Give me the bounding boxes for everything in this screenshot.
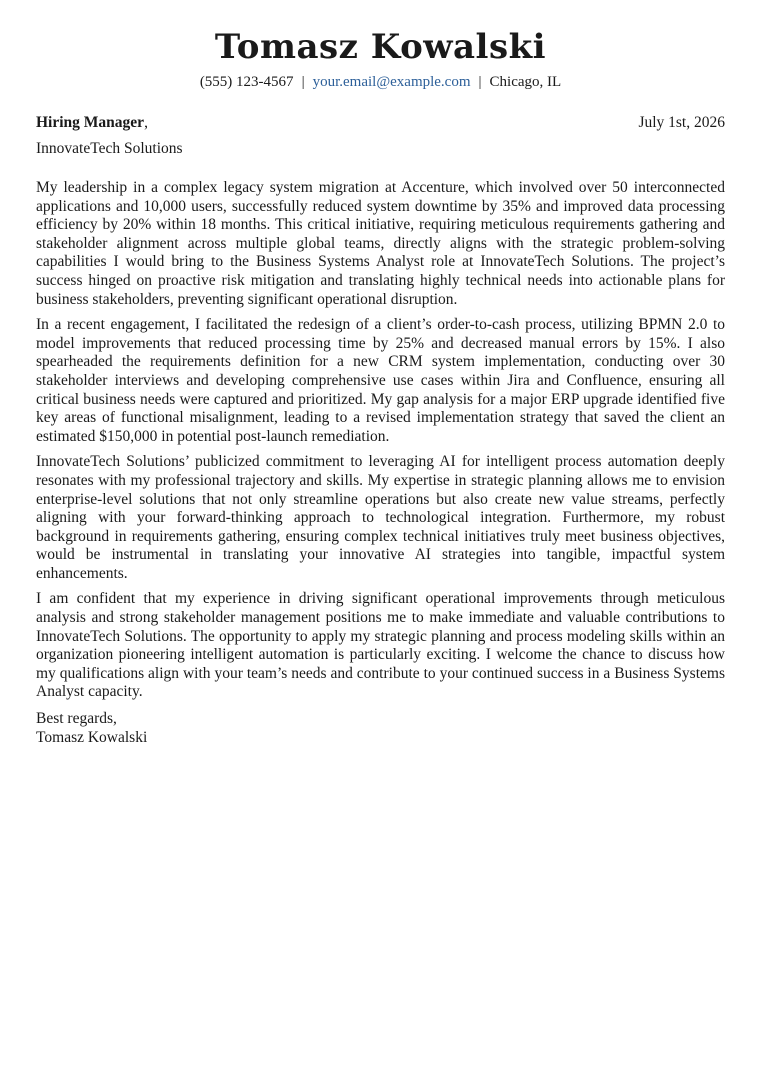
recipient-date-row (36, 113, 725, 133)
body-paragraph: My leadership in a complex legacy system migration at Accenture, which involved over 50 interconnected applications and 10,000 users, successfully reduced system downtime by 35% and improved data processing efficiency by 20% within 18 months. This critical initiative, requiring meticulous requirements gathering and stakeholder alignment across multiple global teams, directly aligns with the strategic problem-solving capabilities I would bring to the Business Systems Analyst role at InnovateTech Solutions. The project’s success hinged on proactive risk mitigation and translating highly technical needs into actionable plans for business stakeholders, preventing significant operational disruption. (36, 179, 725, 308)
recipient-line (36, 113, 148, 133)
contact-separator: | (301, 74, 305, 90)
cover-letter (36, 24, 725, 747)
contact-separator: | (478, 74, 482, 90)
recipient-punctuation: , (144, 114, 148, 131)
applicant-name: Tomasz Kowalski (214, 27, 547, 67)
letter-body (36, 179, 725, 702)
email-link[interactable]: your.email@example.com (312, 74, 471, 90)
closing-block (36, 710, 725, 747)
phone-number: (555) 123-4567 (199, 74, 294, 90)
body-paragraph: InnovateTech Solutions’ publicized commitment to leveraging AI for intelligent process automation deeply resonates with my professional trajectory and skills. My expertise in strategic planning allows me to envision enterprise-level solutions that not only streamline operations but also create new value streams, perfectly aligning with your forward-thinking approach to technological integration. Furthermore, my robust background in requirements gathering, ensuring complex technical initiatives truly meet business objectives, would be instrumental in translating your innovative AI strategies into tangible, impactful system enhancements. (36, 453, 725, 582)
body-paragraph: In a recent engagement, I facilitated the redesign of a client’s order-to-cash process, utilizing BPMN 2.0 to model improvements that reduced processing time by 25% and decreased manual errors by 15%. I also spearheaded the requirements definition for a new CRM system implementation, conducting over 30 stakeholder interviews and developing comprehensive use cases within Jira and Confluence, ensuring all critical business needs were captured and prioritized. My gap analysis for a major ERP upgrade identified five key areas of functional misalignment, leading to a revised implementation strategy that saved the client an estimated $150,000 in potential post-launch remediation. (36, 316, 725, 445)
location: Chicago, IL (489, 74, 562, 90)
signature-name: Tomasz Kowalski (36, 728, 148, 746)
closing-salutation: Best regards, (36, 710, 117, 728)
letter-date: July 1st, 2026 (638, 114, 725, 131)
body-paragraph: I am confident that my experience in driving significant operational improvements through meticulous analysis and strong stakeholder management positions me to make immediate and valuable contributions to InnovateTech Solutions. The opportunity to apply my strategic planning and process modeling skills within an organization pioneering intelligent automation is particularly exciting. I welcome the chance to discuss how my qualifications align with your team’s needs and contribute to your continued success in a Business Systems Analyst capacity. (36, 590, 725, 701)
recipient-name: Hiring Manager (36, 114, 145, 131)
contact-line (36, 72, 725, 92)
recipient-company: InnovateTech Solutions (36, 140, 183, 157)
